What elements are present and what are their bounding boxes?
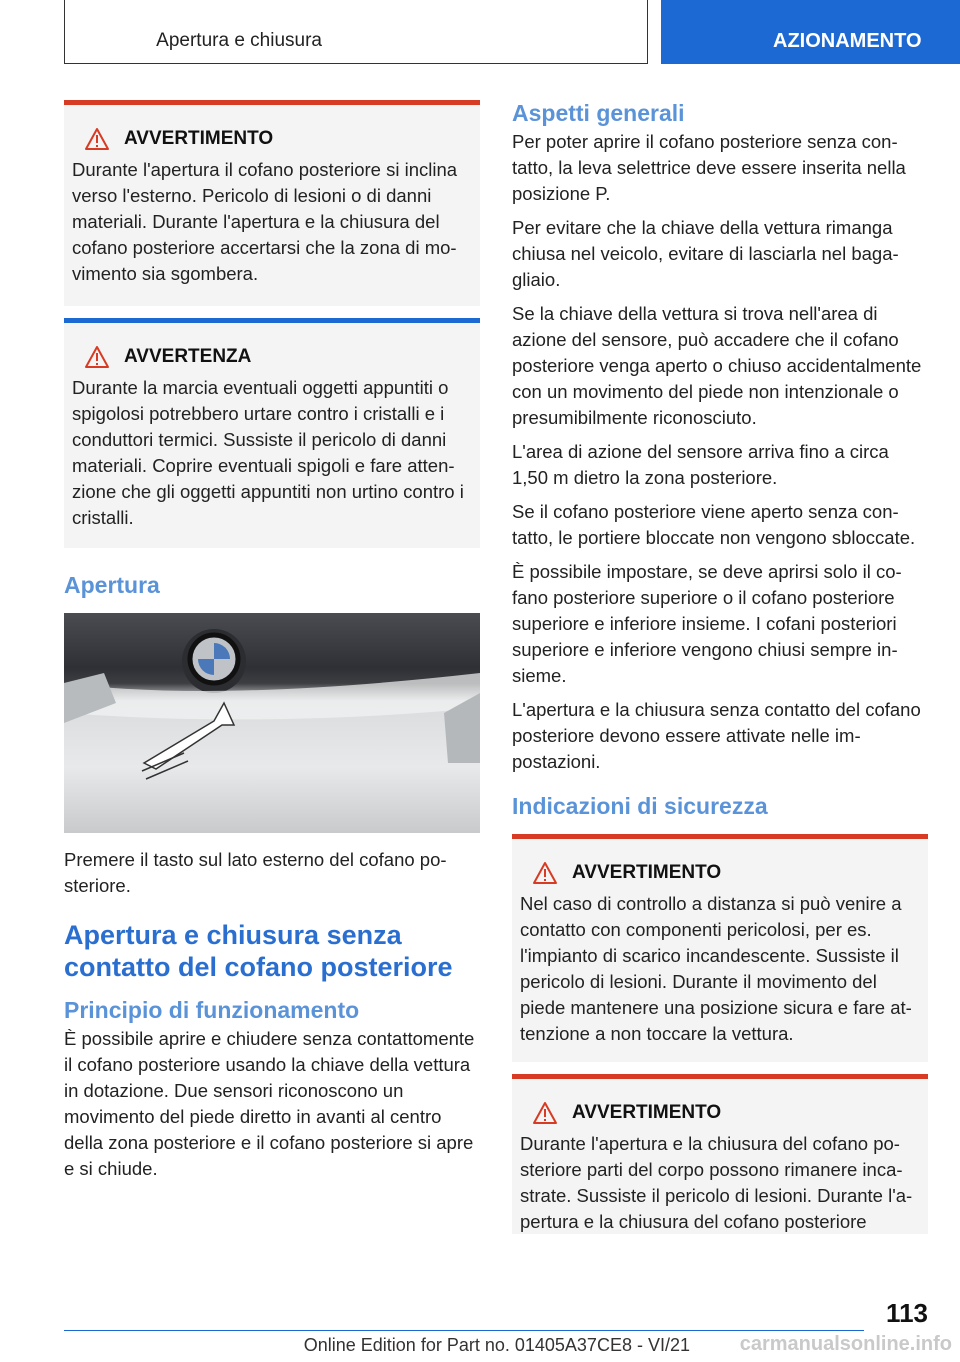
paragraph: È possibile impostare, se deve aprirsi solo il cofano posteriore superiore o il cofano posteriore superiore e inferiore insieme. I cofani posteriori superiore e inferiore vengono chiusi sempre insieme.: [512, 561, 902, 686]
paragraph: Per evitare che la chiave della vettura rimanga chiusa nel veicolo, evitare di lasciarla nel bagagliaio.: [512, 217, 899, 290]
notice-box-1: [64, 318, 480, 548]
tailgate-button-photo: [64, 613, 480, 833]
header-frame: [64, 0, 648, 64]
warning-title: AVVERTIMENTO: [572, 862, 722, 883]
header-chapter-tab[interactable]: AZIONAMENTO: [661, 0, 960, 64]
warning-box-3: [512, 1074, 928, 1234]
right-column: [512, 100, 928, 1234]
notice-text: Durante la marcia eventuali oggetti appuntiti o spigolosi potrebbero urtare contro i cristalli e i conduttori termici. Sussiste il pericolo di danni materiali. Coprire eventuali spigoli e fare attenzione che gli oggetti appuntiti non urtino contro i cristalli.: [72, 377, 464, 528]
heading-aspetti: Aspetti generali: [512, 100, 685, 126]
footer-edition: Online Edition for Part no. 01405A37CE8 - VI/21: [303, 1335, 690, 1355]
paragraph: Se il cofano posteriore viene aperto senza contatto, le portiere bloccate non vengono sbloccate.: [512, 501, 916, 548]
warning-box-1: [64, 100, 480, 306]
warning-text: Durante l'apertura il cofano posteriore si inclina verso l'esterno. Pericolo di lesioni o di danni materiali. Durante l'apertura e la chiusura del cofano posteriore accertarsi che la zona di movimento sia sgombera.: [72, 159, 458, 284]
heading-sicurezza: Indicazioni di sicurezza: [512, 793, 768, 819]
page-number: 113: [886, 1298, 928, 1328]
paragraph: Se la chiave della vettura si trova nell'area di azione del sensore, può accadere che il cofano posteriore venga aperto o chiuso accidentalmente con un movimento del piede non intenzionale o presumibilmente riconosciuto.: [512, 303, 922, 428]
warning-triangle-icon: [532, 1101, 558, 1125]
warning-text: Durante l'apertura e la chiusura del cofano posteriore parti del corpo possono rimanere incastrate. Sussiste il pericolo di lesioni. Durante l'apertura e la chiusura del cofano posteriore: [520, 1133, 913, 1232]
tailgate-illustration: [64, 613, 480, 833]
warning-triangle-icon: [84, 127, 110, 151]
warning-triangle-icon: [532, 861, 558, 885]
photo-caption: Premere il tasto sul lato esterno del cofano posteriore.: [64, 849, 447, 896]
left-column: [64, 100, 480, 1182]
header-section-title: Apertura e chiusura: [156, 30, 322, 51]
footer-divider: [64, 1330, 864, 1331]
notice-title: AVVERTENZA: [124, 346, 252, 367]
watermark: carmanualsonline.info: [739, 1333, 952, 1355]
paragraph: Per poter aprire il cofano posteriore senza contatto, la leva selettrice deve essere inserita nella posizione P.: [512, 131, 906, 204]
principio-text: È possibile aprire e chiudere senza contattomente il cofano posteriore usando la chiave della vettura in dotazione. Due sensori riconoscono un movimento del piede diretto in avanti al centro della zona posteriore e il cofano posteriore si apre e si chiude.: [64, 1028, 475, 1179]
warning-title: AVVERTIMENTO: [572, 1102, 722, 1123]
warning-triangle-icon: [84, 345, 110, 369]
warning-text: Nel caso di controllo a distanza si può venire a contatto con componenti pericolosi, per es. l'impianto di scarico incandescente. Sussiste il pericolo di lesioni. Durante il movimento del piede mantenere una posizione sicura e fare attenzione a non toccare la vettura.: [520, 893, 912, 1044]
paragraph: L'apertura e la chiusura senza contatto del cofano posteriore devono essere attivate nelle impostazioni.: [512, 699, 921, 772]
paragraph: L'area di azione del sensore arriva fino a circa 1,50 m dietro la zona posteriore.: [512, 441, 889, 488]
warning-box-2: [512, 834, 928, 1062]
heading-apertura: Apertura: [64, 572, 160, 598]
heading-principio: Principio di funzionamento: [64, 997, 360, 1023]
heading-main: Apertura e chiusura senza contatto del cofano posteriore: [64, 920, 453, 982]
warning-title: AVVERTIMENTO: [124, 128, 274, 149]
